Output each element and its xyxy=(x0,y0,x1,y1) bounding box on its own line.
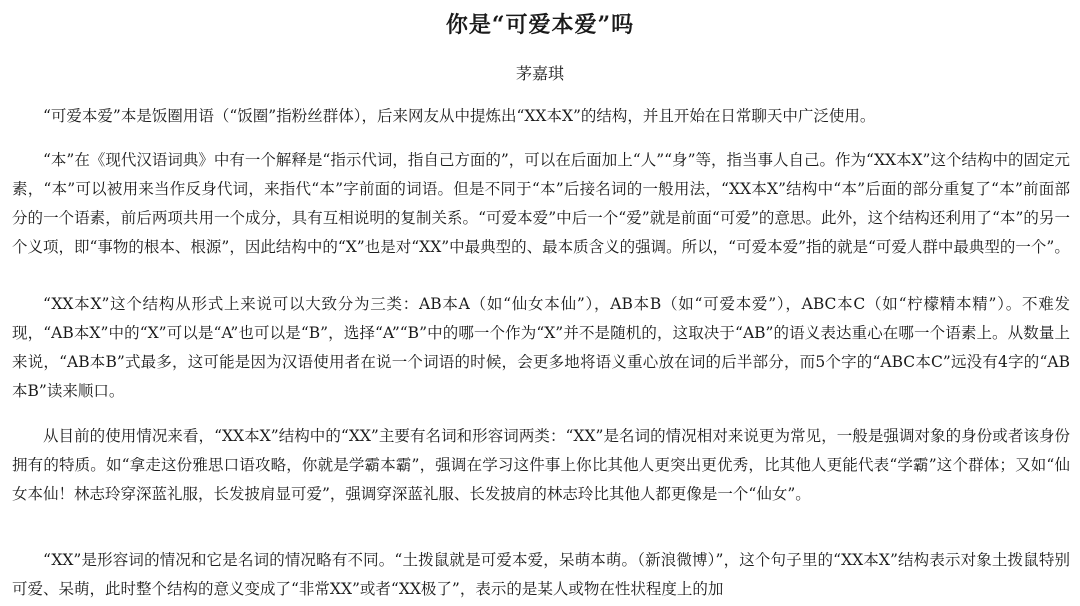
paragraph-4: 从目前的使用情况来看，“XX本X”结构中的“XX”主要有名词和形容词两类：“XX”是名词的情况相对来说更为常见，一般是强调对象的身份或者该身份拥有的特质。如“拿走这份雅思口语攻略，你就是学霸本霸”，强调在学习这件事上你比其他人更突出更优秀，比其他人更能代表“学霸”这个群体；又如“仙女本仙！林志玲穿深蓝礼服，长发披肩显可爱”，强调穿深蓝礼服、长发披肩的林志玲比其他人都更像是一个“仙女”。 xyxy=(12,427,1070,503)
paragraph-5: “XX”是形容词的情况和它是名词的情况略有不同。“土拨鼠就是可爱本爱，呆萌本萌。（新浪微博）”，这个句子里的“XX本X”结构表示对象土拨鼠特别可爱、呆萌，此时整个结构的意义变成了“非常XX”或者“XX极了”，表示的是某人或物在性状程度上的加 xyxy=(12,551,1070,598)
paragraph-3: “XX本X”这个结构从形式上来说可以大致分为三类：AB本A（如“仙女本仙”），AB本B（如“可爱本爱”），ABC本C（如“柠檬精本精”）。不难发现，“AB本X”中的“X”可以是“A”也可以是“B”，选择“A”“B”中的哪一个作为“X”并不是随机的，这取决于“AB”的语义表达重心在哪一个语素上。从数量上来说，“AB本B”式最多，这可能是因为汉语使用者在说一个词语的时候，会更多地将语义重心放在词的后半部分，而5个字的“ABC本C”远没有4字的“AB本B”读来顺口。 xyxy=(12,295,1070,400)
paragraph-1: “可爱本爱”本是饭圈用语（“饭圈”指粉丝群体），后来网友从中提炼出“XX本X”的结构，并且开始在日常聊天中广泛使用。 xyxy=(43,107,876,125)
paragraph-2: “本”在《现代汉语词典》中有一个解释是“指示代词，指自己方面的”，可以在后面加上“人”“身”等，指当事人自己。作为“XX本X”这个结构中的固定元素，“本”可以被用来当作反身代词，来指代“本”字前面的词语。但是不同于“本”后接名词的一般用法，“XX本X”结构中“本”后面的部分重复了“本”前面部分的一个语素，前后两项共用一个成分，具有互相说明的复制关系。“可爱本爱”中后一个“爱”就是前面“可爱”的意思。此外，这个结构还利用了“本”的另一个义项，即“事物的根本、根源”，因此结构中的“X”也是对“XX”中最典型的、最本质含义的强调。所以，“可爱本爱”指的就是“可爱人群中最典型的一个”。 xyxy=(12,151,1070,256)
article-title: 你是“可爱本爱”吗 xyxy=(445,12,635,38)
article-author: 茅嘉琪 xyxy=(515,64,564,83)
